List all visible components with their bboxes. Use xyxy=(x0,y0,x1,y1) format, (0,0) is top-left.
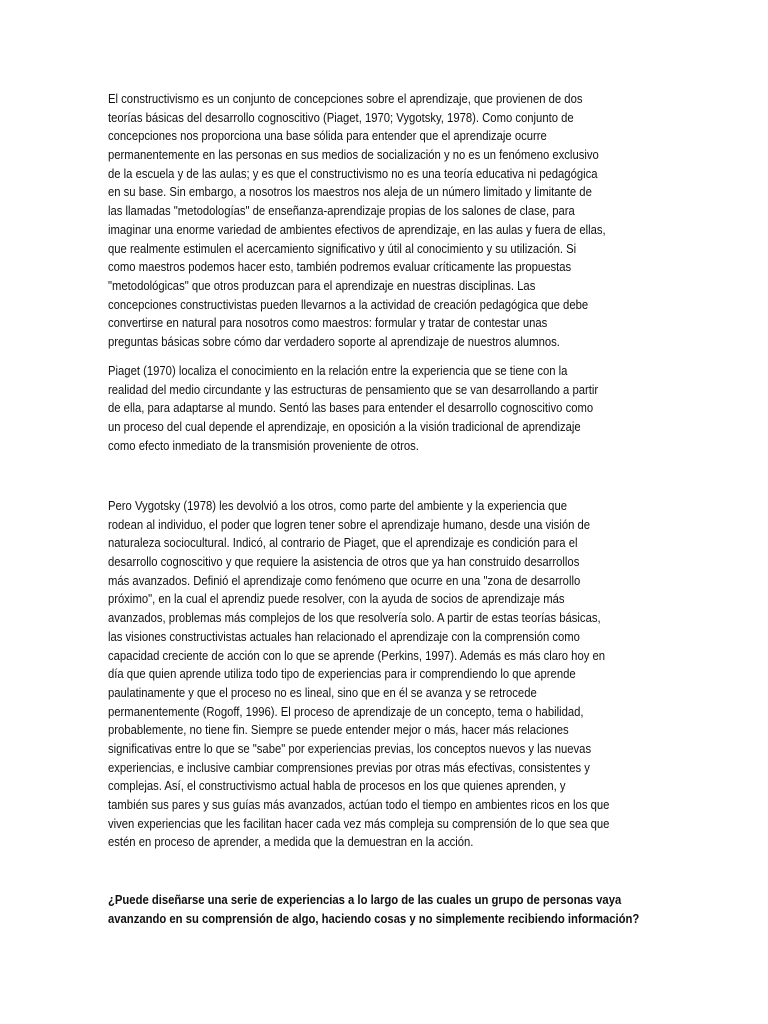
text-line: de ella, para adaptarse al mundo. Sentó las bases para entender el desarrollo cognoscitivo como xyxy=(108,400,594,416)
text-line: Piaget (1970) localiza el conocimiento en la relación entre la experiencia que se tiene con la xyxy=(108,363,568,378)
paragraph-vygotsky xyxy=(108,497,694,852)
text-line: más avanzados. Definió el aprendizaje como fenómeno que ocurre en una "zona de desarrollo xyxy=(108,572,581,588)
text-line: concepciones nos proporciona una base sólida para entender que el aprendizaje ocurre xyxy=(108,128,547,144)
text-line: "metodológicas" que otros produzcan para el aprendizaje en nuestras disciplinas. Las xyxy=(108,277,536,293)
text-line: El constructivismo es un conjunto de concepciones sobre el aprendizaje, que provienen de dos xyxy=(108,91,583,106)
text-line: concepciones constructivistas pueden llevarnos a la actividad de creación pedagógica que debe xyxy=(108,296,589,312)
text-line: experiencias, e inclusive cambiar comprensiones previas por otras más efectivas, consistentes y xyxy=(108,759,590,775)
text-line: las visiones constructivistas actuales han relacionado el aprendizaje con la comprensión como xyxy=(108,628,580,644)
text-line: viven experiencias que les facilitan hacer cada vez más compleja su comprensión de lo que sea que xyxy=(108,815,610,831)
text-line: naturaleza sociocultural. Indicó, al contrario de Piaget, que el aprendizaje es condición para el xyxy=(108,535,578,551)
text-line: realidad del medio circundante y las estructuras de pensamiento que se van desarrollando a partir xyxy=(108,381,599,397)
text-line: permanentemente en las personas en sus medios de socialización y no es un fenómeno exclusivo xyxy=(108,147,599,163)
text-line: un proceso del cual depende el aprendizaje, en oposición a la visión tradicional de aprendizaje xyxy=(108,419,581,435)
text-line: avanzados, problemas más complejos de los que resolvería solo. A partir de estas teorías básicas, xyxy=(108,610,601,626)
text-line: capacidad creciente de acción con lo que se aprende (Perkins, 1997). Además es más claro hoy en xyxy=(108,647,606,663)
text-line: avanzando en su comprensión de algo, haciendo cosas y no simplemente recibiendo información? xyxy=(108,910,640,926)
text-line: teorías básicas del desarrollo cognoscitivo (Piaget, 1970; Vygotsky, 1978). Como conjunto de xyxy=(108,109,574,125)
text-line: desarrollo cognoscitivo y que requiere la asistencia de otros que ya han construido desarrollos xyxy=(108,554,580,570)
text-line: significativas entre lo que se "sabe" por experiencias previas, los conceptos nuevos y las nuevas xyxy=(108,740,592,756)
text-line: rodean al individuo, el poder que logren tener sobre el aprendizaje humano, desde una visión de xyxy=(108,516,591,532)
paragraph-constructivismo xyxy=(108,90,690,352)
text-line: de la escuela y de las aulas; y es que el constructivismo no es una teoría educativa ni pedagógica xyxy=(108,165,598,181)
text-line: ¿Puede diseñarse una serie de experiencias a lo largo de las cuales un grupo de personas vaya xyxy=(108,892,622,907)
text-line: probablemente, no tiene fin. Siempre se puede entender mejor o más, hacer más relaciones xyxy=(108,722,569,738)
paragraph-question xyxy=(108,891,729,928)
paragraph-piaget xyxy=(108,362,681,455)
text-line: en su base. Sin embargo, a nosotros los maestros nos aleja de un número limitado y limitante de xyxy=(108,184,592,200)
text-line: también sus pares y sus guías más avanzados, actúan todo el tiempo en ambientes ricos en los que xyxy=(108,797,610,812)
text-line: permanentemente (Rogoff, 1996). El proceso de aprendizaje de un concepto, tema o habilidad, xyxy=(108,703,584,719)
text-line: convertirse en natural para nosotros como maestros: formular y tratar de contestar unas xyxy=(108,315,548,331)
text-line: complejas. Así, el constructivismo actual habla de procesos en los que quienes aprenden, y xyxy=(108,778,566,794)
text-line: las llamadas "metodologías" de enseñanza-aprendizaje propias de los salones de clase, para xyxy=(108,203,575,219)
text-line: paulatinamente y que el proceso no es lineal, sino que en él se avanza y se retrocede xyxy=(108,684,537,700)
text-line: Pero Vygotsky (1978) les devolvió a los otros, como parte del ambiente y la experiencia que xyxy=(108,498,567,513)
text-line: estén en proceso de aprender, a medida que la demuestran en la acción. xyxy=(108,834,474,850)
text-line: día que quien aprende utiliza todo tipo de experiencias para ir comprendiendo lo que aprende xyxy=(108,666,576,682)
text-line: como maestros podemos hacer esto, también podremos evaluar críticamente las propuestas xyxy=(108,259,572,275)
text-line: próximo", en la cual el aprendiz puede resolver, con la ayuda de socios de aprendizaje más xyxy=(108,591,565,607)
text-line: imaginar una enorme variedad de ambientes efectivos de aprendizaje, en las aulas y fuera de ellas, xyxy=(108,221,606,237)
text-line: preguntas básicas sobre cómo dar verdadero soporte al aprendizaje de nuestros alumnos. xyxy=(108,333,560,349)
text-line: como efecto inmediato de la transmisión proveniente de otros. xyxy=(108,437,419,453)
text-line: que realmente estimulen el acercamiento significativo y útil al conocimiento y su utilización. Si xyxy=(108,240,577,256)
